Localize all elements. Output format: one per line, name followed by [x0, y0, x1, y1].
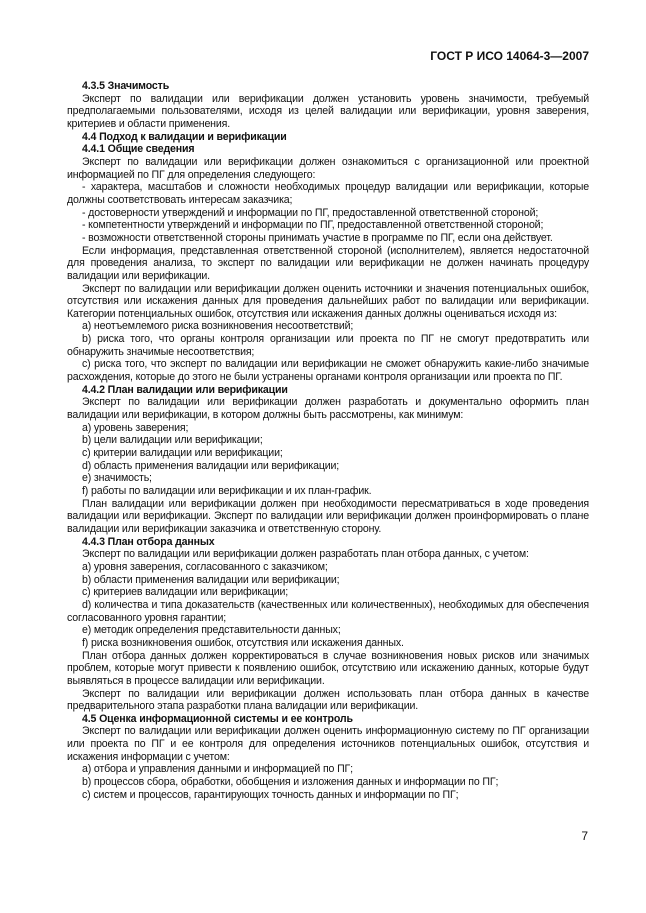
document-header-id: ГОСТ Р ИСО 14064-3—2007 — [430, 49, 589, 63]
paragraph: Эксперт по валидации или верификации должен ознакомиться с организационной или проектной информацией по ПГ для определения следующего: — [67, 155, 589, 181]
paragraph: - возможности ответственной стороны принимать участие в программе по ПГ, если она действует. — [82, 231, 553, 244]
paragraph: b) риска того, что органы контроля организации или проекта по ПГ не смогут предотвратить или обнаружить значимые несоответствия; — [67, 333, 589, 358]
section-heading: 4.5 Оценка информационной системы и ее контроль — [82, 712, 353, 725]
paragraph: f) работы по валидации или верификации и их план-график. — [82, 485, 372, 497]
paragraph: e) методик определения представительности данных; — [82, 624, 341, 637]
paragraph: Эксперт по валидации или верификации должен оценить информационную систему по ПГ организации или проекта по ПГ и ее контроля для определения источников потенциальных ошибок, отсутствия и искажения информации с учетом: — [67, 725, 589, 763]
section-heading: 4.4 Подход к валидации и верификации — [82, 130, 287, 143]
paragraph: План отбора данных должен корректироваться в случае возникновения новых рисков или значимых проблем, которые могут привести к появлению ошибок, отсутствию или искажению данных, которые будут выявляться в процессе валидации или верификации. — [67, 649, 589, 687]
paragraph: b) процессов сбора, обработки, обобщения и изложения данных и информации по ПГ; — [82, 776, 499, 789]
paragraph: a) неотъемлемого риска возникновения несоответствий; — [82, 320, 354, 333]
paragraph: c) критерии валидации или верификации; — [82, 447, 283, 460]
paragraph: - характера, масштабов и сложности необходимых процедур валидации или верификации, которые должны соответствовать интересам заказчика; — [67, 181, 589, 206]
paragraph: b) цели валидации или верификации; — [82, 434, 263, 447]
paragraph: c) критериев валидации или верификации; — [82, 586, 289, 599]
paragraph: a) уровень заверения; — [82, 421, 189, 434]
paragraph: d) область применения валидации или верификации; — [82, 459, 340, 472]
paragraph: f) риска возникновения ошибок, отсутствия или искажения данных. — [82, 636, 404, 649]
paragraph: Эксперт по валидации или верификации должен оценить источники и значения потенциальных ошибок, отсутствия или искажения данных для проведения дальнейших работ по валидации или верификации. Категории потенциальных ошибок, отсутствия или искажения данных должны оцениваться исходя из: — [67, 282, 589, 320]
section-heading: 4.4.2 План валидации или верификации — [82, 383, 288, 396]
paragraph: Эксперт по валидации или верификации должен использовать план отбора данных в качестве предварительного этапа разработки плана валидации или верификации. — [67, 687, 589, 713]
paragraph: c) систем и процессов, гарантирующих точность данных и информации по ПГ; — [82, 788, 459, 801]
paragraph: c) риска того, что эксперт по валидации или верификации не сможет обнаружить какие-либо значимые расхождения, которые до этого не были устранены органами контроля организации или проекта по ПГ. — [67, 358, 589, 384]
paragraph: a) уровня заверения, согласованного с заказчиком; — [82, 560, 328, 573]
section-heading: 4.4.3 План отбора данных — [82, 535, 215, 548]
paragraph: Эксперт по валидации или верификации должен разработать план отбора данных, с учетом: — [82, 548, 529, 561]
paragraph: - достоверности утверждений и информации по ПГ, предоставленной ответственной стороной; — [82, 206, 539, 219]
section-heading: 4.4.1 Общие сведения — [82, 143, 195, 156]
paragraph: Если информация, представленная ответственной стороной (исполнителем), является недостаточной для проведения анализа, то эксперт по валидации или верификации не должен начинать процедуру валидации или верификации. — [67, 244, 589, 282]
paragraph: e) значимость; — [82, 472, 152, 485]
paragraph: b) области применения валидации или верификации; — [82, 573, 340, 586]
section-heading: 4.3.5 Значимость — [82, 80, 170, 92]
paragraph: План валидации или верификации должен при необходимости пересматриваться в ходе проведения валидации или верификации. Эксперт по валидации или верификации должен проинформировать о плане валидации или верификации заказчика и ответственную сторону. — [67, 497, 589, 535]
paragraph: Эксперт по валидации или верификации должен разработать и документально оформить план валидации или верификации, в котором должны быть рассмотрены, как минимум: — [67, 396, 589, 422]
paragraph: - компетентности утверждений и информации по ПГ, предоставленной ответственной стороной; — [82, 219, 544, 232]
paragraph: d) количества и типа доказательств (качественных или количественных), необходимых для обеспечения согласованного уровня гарантии; — [67, 598, 589, 624]
paragraph: a) отбора и управления данными и информацией по ПГ; — [82, 763, 353, 776]
paragraph: Эксперт по валидации или верификации должен установить уровень значимости, требуемый предполагаемыми пользователями, исходя из целей валидации или верификации, уровня заверения, критериев и области применения. — [67, 92, 589, 130]
page-number: 7 — [581, 829, 588, 843]
document-body — [67, 80, 589, 801]
